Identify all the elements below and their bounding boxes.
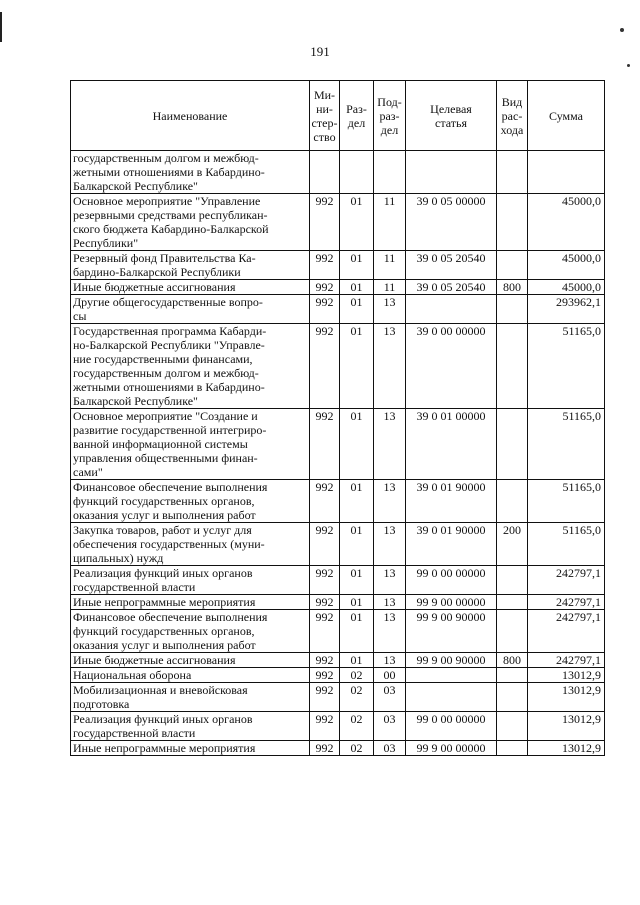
cell-subsection: 13 (374, 523, 406, 566)
cell-subsection: 11 (374, 194, 406, 251)
cell-subsection: 00 (374, 668, 406, 683)
cell-expense-type (497, 295, 528, 324)
cell-name: Другие общегосударственные вопро- сы (71, 295, 310, 324)
cell-name: Мобилизационная и вневойсковая подготовка (71, 683, 310, 712)
cell-name: Национальная оборона (71, 668, 310, 683)
cell-target: 39 0 01 00000 (406, 409, 497, 480)
table-row (71, 595, 605, 610)
cell-sum: 13012,9 (528, 668, 605, 683)
cell-sum: 51165,0 (528, 324, 605, 409)
cell-sum: 51165,0 (528, 409, 605, 480)
cell-section: 01 (340, 409, 374, 480)
table-row (71, 523, 605, 566)
cell-sum: 293962,1 (528, 295, 605, 324)
cell-sum: 13012,9 (528, 683, 605, 712)
cell-ministry: 992 (310, 409, 340, 480)
cell-subsection: 13 (374, 480, 406, 523)
cell-name: Иные непрограммные мероприятия (71, 595, 310, 610)
scan-edge-mark (0, 12, 2, 42)
cell-expense-type (497, 712, 528, 741)
scan-speck (627, 64, 630, 67)
cell-name: Реализация функций иных органов государственной власти (71, 566, 310, 595)
table-row (71, 295, 605, 324)
cell-target: 39 0 01 90000 (406, 523, 497, 566)
table-row (71, 409, 605, 480)
cell-subsection: 11 (374, 251, 406, 280)
cell-subsection: 03 (374, 741, 406, 756)
cell-target: 99 9 00 00000 (406, 741, 497, 756)
table-row (71, 194, 605, 251)
table-row (71, 741, 605, 756)
cell-expense-type (497, 595, 528, 610)
header-subsection: Под- раз- дел (374, 81, 406, 151)
cell-target (406, 151, 497, 194)
table-row (71, 683, 605, 712)
cell-ministry: 992 (310, 295, 340, 324)
table-row (71, 653, 605, 668)
cell-ministry: 992 (310, 712, 340, 741)
cell-name: Финансовое обеспечение выполнения функций государственных органов, оказания услуг и выполнения работ (71, 610, 310, 653)
table-row (71, 610, 605, 653)
table-body (71, 151, 605, 756)
cell-subsection: 13 (374, 295, 406, 324)
cell-section: 01 (340, 280, 374, 295)
cell-subsection: 13 (374, 566, 406, 595)
cell-ministry: 992 (310, 523, 340, 566)
cell-subsection: 13 (374, 409, 406, 480)
cell-target: 99 0 00 00000 (406, 566, 497, 595)
cell-section: 02 (340, 712, 374, 741)
cell-name: Основное мероприятие "Управление резервными средствами республикан- ского бюджета Кабардино-Балкарской Республики" (71, 194, 310, 251)
cell-name: Иные бюджетные ассигнования (71, 280, 310, 295)
cell-name: Финансовое обеспечение выполнения функций государственных органов, оказания услуг и выполнения работ (71, 480, 310, 523)
cell-expense-type (497, 610, 528, 653)
cell-expense-type (497, 480, 528, 523)
cell-sum: 45000,0 (528, 194, 605, 251)
cell-target: 99 9 00 00000 (406, 595, 497, 610)
header-section: Раз- дел (340, 81, 374, 151)
cell-ministry: 992 (310, 194, 340, 251)
cell-sum: 51165,0 (528, 523, 605, 566)
cell-section: 01 (340, 251, 374, 280)
table-row (71, 251, 605, 280)
cell-section: 01 (340, 194, 374, 251)
cell-section: 01 (340, 566, 374, 595)
cell-target (406, 668, 497, 683)
cell-target: 39 0 00 00000 (406, 324, 497, 409)
header-expense-type: Вид рас- хода (497, 81, 528, 151)
cell-ministry: 992 (310, 480, 340, 523)
cell-name: Реализация функций иных органов государственной власти (71, 712, 310, 741)
cell-section: 01 (340, 610, 374, 653)
cell-expense-type (497, 409, 528, 480)
cell-section: 01 (340, 295, 374, 324)
budget-table (70, 80, 605, 756)
cell-expense-type (497, 566, 528, 595)
cell-subsection: 03 (374, 712, 406, 741)
cell-expense-type (497, 741, 528, 756)
cell-section: 02 (340, 668, 374, 683)
cell-sum: 242797,1 (528, 595, 605, 610)
cell-expense-type: 200 (497, 523, 528, 566)
cell-subsection: 13 (374, 595, 406, 610)
cell-name: Иные бюджетные ассигнования (71, 653, 310, 668)
cell-subsection: 13 (374, 610, 406, 653)
cell-section: 01 (340, 653, 374, 668)
cell-subsection (374, 151, 406, 194)
cell-section: 01 (340, 595, 374, 610)
cell-section (340, 151, 374, 194)
cell-subsection: 03 (374, 683, 406, 712)
cell-section: 01 (340, 324, 374, 409)
table-row (71, 151, 605, 194)
cell-subsection: 11 (374, 280, 406, 295)
cell-target: 39 0 05 20540 (406, 251, 497, 280)
cell-sum: 242797,1 (528, 610, 605, 653)
cell-expense-type (497, 151, 528, 194)
cell-ministry: 992 (310, 595, 340, 610)
cell-ministry: 992 (310, 251, 340, 280)
page-number: 191 (310, 44, 330, 59)
cell-name: государственным долгом и межбюд- жетными отношениями в Кабардино- Балкарской Республике" (71, 151, 310, 194)
cell-target (406, 295, 497, 324)
table-row (71, 566, 605, 595)
cell-ministry: 992 (310, 668, 340, 683)
cell-expense-type (497, 194, 528, 251)
cell-sum: 51165,0 (528, 480, 605, 523)
cell-ministry: 992 (310, 566, 340, 595)
cell-name: Иные непрограммные мероприятия (71, 741, 310, 756)
cell-expense-type: 800 (497, 280, 528, 295)
scan-speck (620, 28, 624, 32)
cell-expense-type: 800 (497, 653, 528, 668)
cell-name: Государственная программа Кабарди- но-Балкарской Республики "Управле- ние государственными финансами, государственным долгом и межбюд- жетными отношениями в Кабардино- Балкарской Республике" (71, 324, 310, 409)
cell-section: 01 (340, 480, 374, 523)
cell-name: Резервный фонд Правительства Ка- бардино-Балкарской Республики (71, 251, 310, 280)
table-row (71, 280, 605, 295)
cell-target: 99 9 00 90000 (406, 653, 497, 668)
header-name: Наименование (71, 81, 310, 151)
cell-section: 02 (340, 683, 374, 712)
cell-target: 39 0 05 00000 (406, 194, 497, 251)
cell-ministry: 992 (310, 653, 340, 668)
table-row (71, 712, 605, 741)
cell-ministry: 992 (310, 683, 340, 712)
cell-sum: 45000,0 (528, 251, 605, 280)
cell-target (406, 683, 497, 712)
cell-expense-type (497, 683, 528, 712)
cell-ministry: 992 (310, 324, 340, 409)
cell-sum: 242797,1 (528, 653, 605, 668)
cell-section: 02 (340, 741, 374, 756)
header-sum: Сумма (528, 81, 605, 151)
cell-target: 99 0 00 00000 (406, 712, 497, 741)
cell-target: 99 9 00 90000 (406, 610, 497, 653)
cell-ministry (310, 151, 340, 194)
cell-subsection: 13 (374, 324, 406, 409)
cell-ministry: 992 (310, 280, 340, 295)
cell-expense-type (497, 668, 528, 683)
cell-sum (528, 151, 605, 194)
cell-sum: 13012,9 (528, 741, 605, 756)
header-ministry: Ми- ни- стер- ство (310, 81, 340, 151)
cell-sum: 242797,1 (528, 566, 605, 595)
cell-sum: 13012,9 (528, 712, 605, 741)
cell-ministry: 992 (310, 741, 340, 756)
cell-name: Закупка товаров, работ и услуг для обеспечения государственных (муни- ципальных) нужд (71, 523, 310, 566)
cell-subsection: 13 (374, 653, 406, 668)
cell-target: 39 0 05 20540 (406, 280, 497, 295)
cell-name: Основное мероприятие "Создание и развитие государственной интегриро- ванной информационной системы управления общественными финан- сами" (71, 409, 310, 480)
table-header-row (71, 81, 605, 151)
cell-section: 01 (340, 523, 374, 566)
cell-expense-type (497, 324, 528, 409)
table-row (71, 668, 605, 683)
cell-target: 39 0 01 90000 (406, 480, 497, 523)
table-row (71, 324, 605, 409)
cell-expense-type (497, 251, 528, 280)
cell-ministry: 992 (310, 610, 340, 653)
header-target: Целевая статья (406, 81, 497, 151)
cell-sum: 45000,0 (528, 280, 605, 295)
table-row (71, 480, 605, 523)
